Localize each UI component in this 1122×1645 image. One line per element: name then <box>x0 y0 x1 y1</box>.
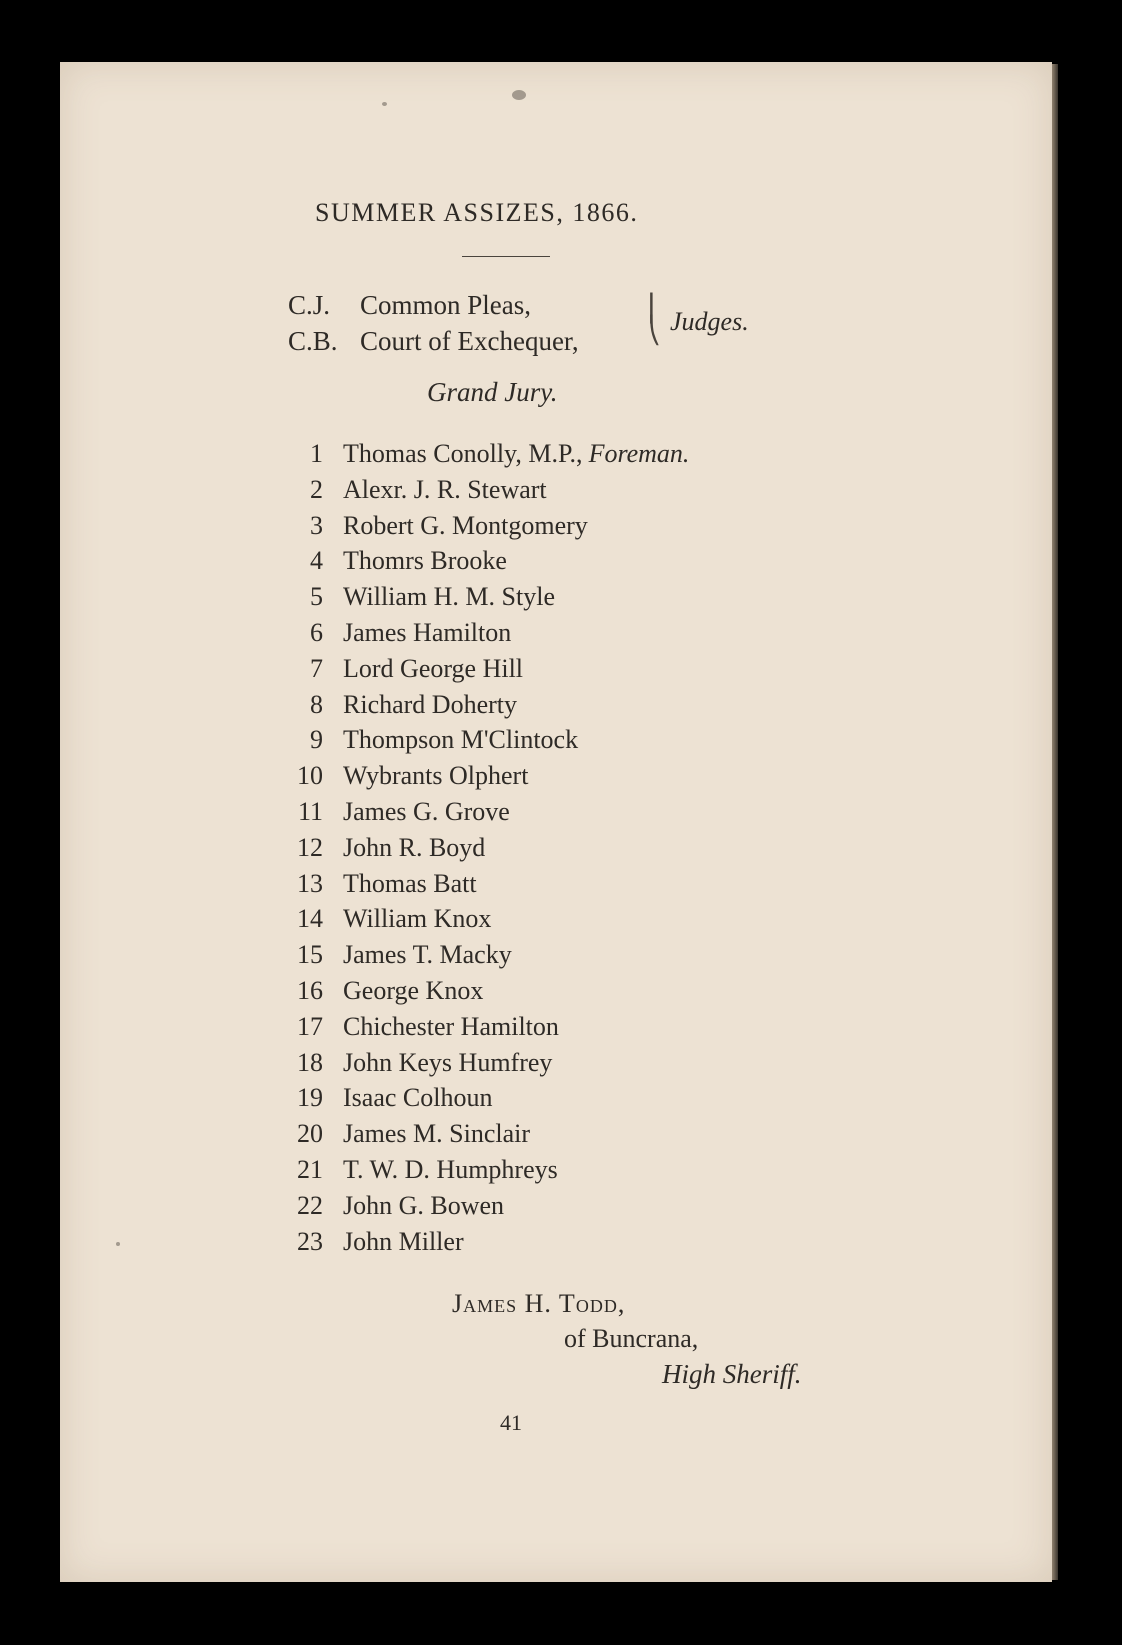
juror-number: 3 <box>310 510 323 540</box>
juror-number: 19 <box>297 1083 323 1113</box>
juror-number: 21 <box>297 1154 323 1184</box>
juror-number: 23 <box>297 1226 323 1256</box>
juror-name: Richard Doherty <box>343 689 518 719</box>
juror-row <box>275 436 689 472</box>
juror-row <box>275 794 689 830</box>
juror-name: William Knox <box>343 904 492 934</box>
sheriff-place: of Buncrana, <box>564 1324 699 1353</box>
juror-row <box>275 758 689 794</box>
juror-row <box>275 1009 689 1045</box>
sheriff-name: James H. Todd, <box>452 1289 626 1318</box>
paper-speck <box>116 1242 120 1246</box>
juror-name: James Hamilton <box>343 617 512 647</box>
juror-number: 12 <box>297 832 323 862</box>
juror-number: 5 <box>310 582 323 612</box>
juror-number: 2 <box>310 474 323 504</box>
juror-row <box>275 866 689 902</box>
juror-name: Lord George Hill <box>343 653 524 683</box>
juror-name: Alexr. J. R. Stewart <box>343 474 547 504</box>
juror-number: 8 <box>310 689 323 719</box>
juror-row <box>275 973 689 1009</box>
juror-row <box>275 1116 689 1152</box>
juror-row <box>275 901 689 937</box>
juror-name: Wybrants Olphert <box>343 761 529 791</box>
juror-name: Thomas Batt <box>343 868 477 898</box>
juror-number: 16 <box>297 975 323 1005</box>
sheriff-title: High Sheriff. <box>662 1359 802 1389</box>
juror-row <box>275 508 689 544</box>
judges-label: Judges. <box>670 307 749 336</box>
judges-list <box>288 287 579 359</box>
grand-jury-title: Grand Jury. <box>427 377 558 407</box>
juror-name: Isaac Colhoun <box>343 1083 493 1113</box>
juror-number: 15 <box>297 940 323 970</box>
paper-speck <box>512 90 526 100</box>
juror-name: James M. Sinclair <box>343 1119 531 1149</box>
judges-brace: ⎜ ⎝ <box>648 294 661 345</box>
juror-name: John G. Bowen <box>343 1190 505 1220</box>
juror-number: 13 <box>297 868 323 898</box>
juror-row <box>275 1188 689 1224</box>
juror-name: James T. Macky <box>343 940 512 970</box>
juror-row <box>275 651 689 687</box>
juror-number: 18 <box>297 1047 323 1077</box>
juror-role: Foreman. <box>588 439 690 468</box>
juror-row <box>275 615 689 651</box>
heading-rule <box>462 256 550 257</box>
juror-row <box>275 1152 689 1188</box>
juror-number: 1 <box>310 439 323 468</box>
juror-number: 14 <box>297 904 323 934</box>
juror-row <box>275 687 689 723</box>
juror-name: William H. M. Style <box>343 582 555 612</box>
juror-name: Robert G. Montgomery <box>343 510 588 540</box>
juror-number: 11 <box>297 796 323 826</box>
book-page <box>60 62 1052 1582</box>
judge-abbr: C.B. <box>288 326 338 356</box>
juror-row <box>275 1080 689 1116</box>
juror-name: John Keys Humfrey <box>343 1047 553 1077</box>
juror-row <box>275 472 689 508</box>
judge-court: Court of Exchequer, <box>360 326 579 356</box>
juror-row <box>275 543 689 579</box>
juror-name: Chichester Hamilton <box>343 1011 559 1041</box>
page-heading: SUMMER ASSIZES, 1866. <box>315 198 639 227</box>
juror-row <box>275 1224 689 1260</box>
juror-name: Thompson M'Clintock <box>343 725 579 755</box>
juror-name: John Miller <box>343 1226 464 1256</box>
juror-name: John R. Boyd <box>343 832 486 862</box>
paper-speck <box>382 102 387 106</box>
grand-jury-list <box>275 436 689 1259</box>
juror-name: T. W. D. Humphreys <box>343 1154 558 1184</box>
judge-abbr: C.J. <box>288 290 331 320</box>
juror-row <box>275 1045 689 1081</box>
juror-number: 9 <box>310 725 323 755</box>
juror-number: 4 <box>310 546 323 576</box>
page-number: 41 <box>500 1410 522 1435</box>
juror-number: 7 <box>310 653 323 683</box>
juror-row <box>275 830 689 866</box>
juror-number: 22 <box>297 1190 323 1220</box>
juror-name: George Knox <box>343 975 484 1005</box>
judge-row <box>288 323 579 359</box>
judge-court: Common Pleas, <box>360 290 532 320</box>
juror-row <box>275 937 689 973</box>
juror-number: 17 <box>297 1011 323 1041</box>
juror-number: 6 <box>310 617 323 647</box>
juror-number: 20 <box>297 1119 323 1149</box>
juror-name: Thomas Conolly, M.P., <box>343 439 583 468</box>
juror-name: James G. Grove <box>343 796 510 826</box>
juror-row <box>275 722 689 758</box>
juror-row <box>275 579 689 615</box>
juror-number: 10 <box>297 761 323 791</box>
judge-row <box>288 287 579 323</box>
juror-name: Thomrs Brooke <box>343 546 507 576</box>
